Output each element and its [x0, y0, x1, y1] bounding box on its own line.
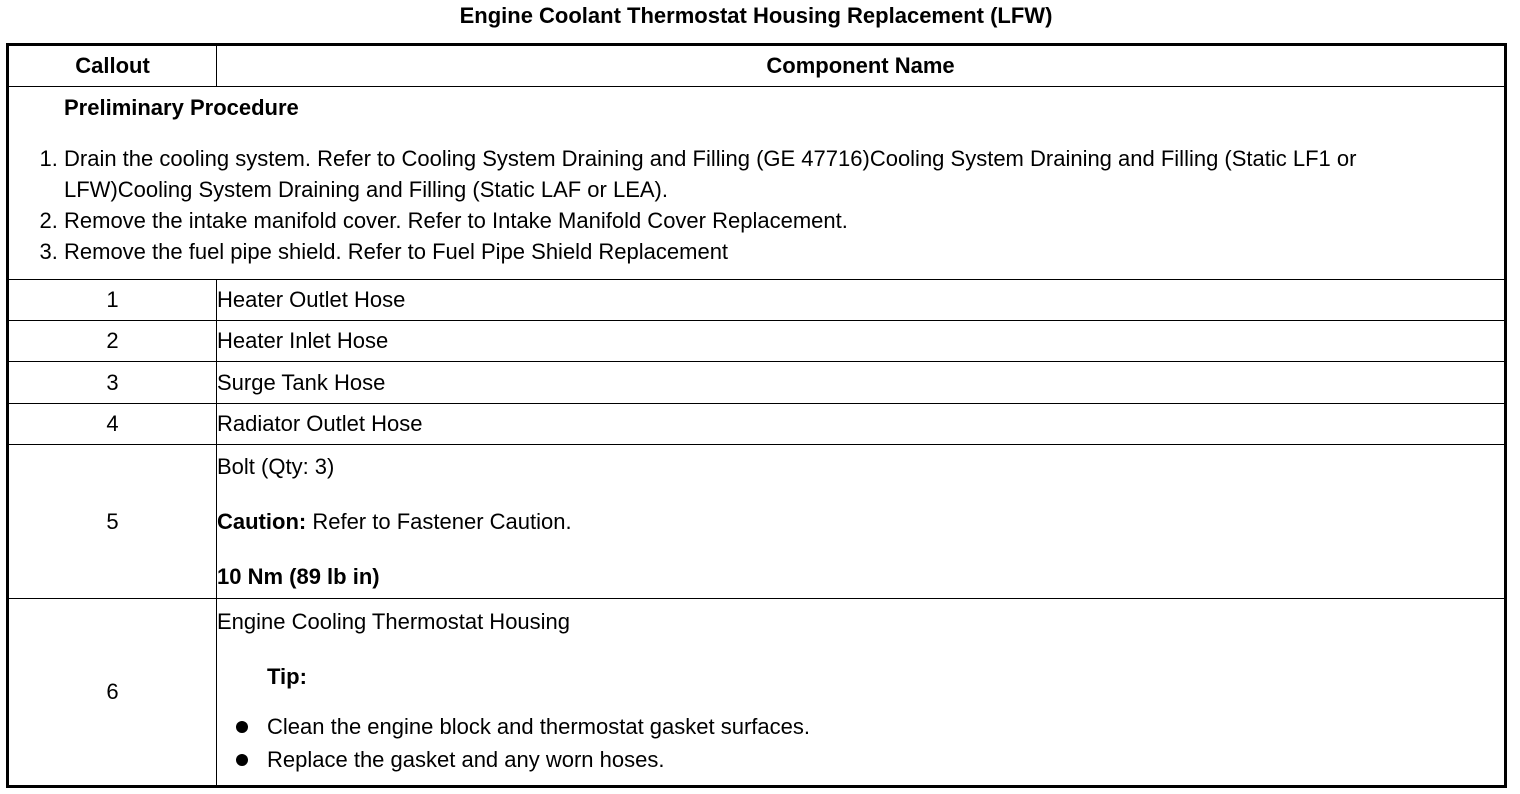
caution-note [217, 507, 1504, 537]
preliminary-steps [9, 143, 1504, 267]
preliminary-row [8, 87, 1506, 279]
preliminary-procedure [8, 87, 1506, 279]
bullet-item: Replace the gasket and any worn hoses. [267, 743, 1504, 776]
component-cell [217, 598, 1506, 786]
component-name: Bolt (Qty: 3) [217, 453, 335, 479]
tip-bullets [217, 710, 1504, 776]
table-row [8, 279, 1506, 320]
step-item: 1. Drain the cooling system. Refer to Cooling System Draining and Filling (GE 47716)Cooling System Draining and Filling (Static LF1 or LFW)Cooling System Draining and Filling (Static LAF or LEA). [64, 143, 1464, 205]
callout-header: Callout [8, 45, 217, 87]
preliminary-heading: Preliminary Procedure [64, 95, 299, 121]
table-row [8, 598, 1506, 786]
callout-number: 3 [8, 362, 217, 403]
callout-number: 5 [8, 445, 217, 599]
callout-number: 1 [8, 279, 217, 320]
component-name: Surge Tank Hose [217, 362, 1506, 403]
component-name: Engine Cooling Thermostat Housing [217, 609, 571, 635]
table-row [8, 362, 1506, 403]
component-name: Radiator Outlet Hose [217, 403, 1506, 444]
component-name-header: Component Name [217, 45, 1506, 87]
torque-spec: 10 Nm (89 lb in) [217, 563, 380, 589]
callout-number: 6 [8, 598, 217, 786]
component-cell [217, 445, 1506, 599]
page-title: Engine Coolant Thermostat Housing Replacement (LFW) [459, 3, 1053, 28]
table-header-row [8, 45, 1506, 87]
component-name: Heater Inlet Hose [217, 320, 1506, 361]
step-item: 2. Remove the intake manifold cover. Refer to Intake Manifold Cover Replacement. [64, 205, 1464, 236]
step-item: 3. Remove the fuel pipe shield. Refer to Fuel Pipe Shield Replacement [64, 236, 1464, 267]
component-name: Heater Outlet Hose [217, 279, 1506, 320]
table-row [8, 445, 1506, 599]
callout-number: 2 [8, 320, 217, 361]
bullet-item: Clean the engine block and thermostat gasket surfaces. [267, 710, 1504, 743]
tip-label: Tip: [267, 664, 307, 690]
callout-number: 4 [8, 403, 217, 444]
caution-text: Refer to Fastener Caution. [312, 508, 572, 534]
table-row [8, 403, 1506, 444]
table-row [8, 320, 1506, 361]
procedure-table [6, 43, 1507, 788]
caution-label: Caution: [217, 508, 307, 534]
